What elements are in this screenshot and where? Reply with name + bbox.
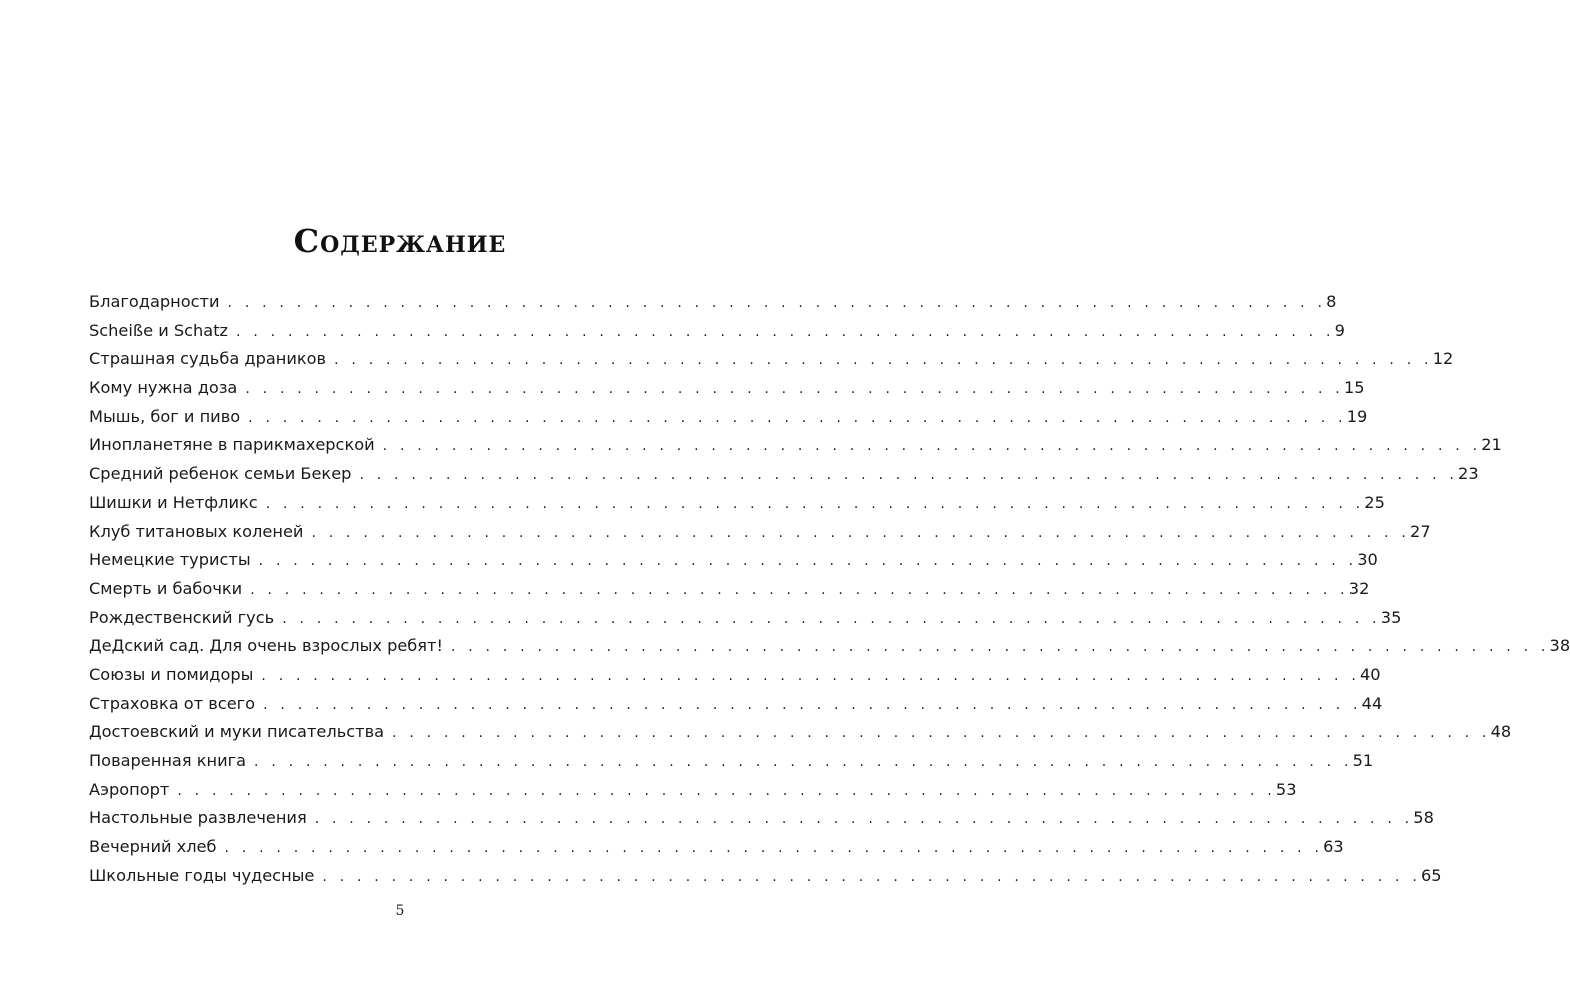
toc-leader-dots: . . . . . . . . . . . . . . . . . . . . . . . . . . . . . . . . . . . . . . . . . . . . . . . . . . . . . . . . . . . . . . . . <box>359 467 1459 484</box>
toc-entry <box>89 604 1402 633</box>
toc-entry-title: Мышь, бог и пиво <box>89 406 241 426</box>
toc-entry-title: Клуб титановых коленей <box>89 521 304 541</box>
toc-entry <box>89 661 1381 690</box>
toc-entry <box>89 288 1337 317</box>
toc-entry-title: Немецкие туристы <box>89 550 251 570</box>
toc-entry-title: ДеДский сад. Для очень взрослых ребят! <box>89 636 443 656</box>
toc-leader-dots: . . . . . . . . . . . . . . . . . . . . . . . . . . . . . . . . . . . . . . . . . . . . . . . . . . . . . . . . . . . . . . . . <box>311 524 1411 541</box>
toc-leader-dots: . . . . . . . . . . . . . . . . . . . . . . . . . . . . . . . . . . . . . . . . . . . . . . . . . . . . . . . . . . . . . . . . <box>254 754 1353 770</box>
toc-leader-dots: . . . . . . . . . . . . . . . . . . . . . . . . . . . . . . . . . . . . . . . . . . . . . . . . . . . . . . . . . . . . . . . . <box>322 868 1421 885</box>
toc-leader-dots: . . . . . . . . . . . . . . . . . . . . . . . . . . . . . . . . . . . . . . . . . . . . . . . . . . . . . . . . . . . . . . . . <box>250 581 1349 598</box>
toc-entry-page: 12 <box>1432 349 1454 369</box>
toc-entry-page: 51 <box>1352 751 1374 770</box>
toc-entry-title: Инопланетяне в парикмахерской <box>89 435 375 455</box>
toc-entry <box>89 862 1442 891</box>
toc-entry-page: 48 <box>1490 722 1512 742</box>
toc-entry-title: Вечерний хлеб <box>89 837 217 857</box>
toc-entry-page: 25 <box>1364 492 1385 512</box>
page-number: 5 <box>395 903 405 919</box>
toc-entry <box>89 546 1378 575</box>
toc-leader-dots: . . . . . . . . . . . . . . . . . . . . . . . . . . . . . . . . . . . . . . . . . . . . . . . . . . . . . . . . . . . . . . . . <box>392 725 1491 742</box>
toc-entry-page: 53 <box>1275 779 1297 799</box>
toc-entry <box>89 833 1344 862</box>
toc-entry-page: 32 <box>1348 578 1370 598</box>
toc-leader-dots: . . . . . . . . . . . . . . . . . . . . . . . . . . . . . . . . . . . . . . . . . . . . . . . . . . . . . . . . . . . . . . . . <box>450 639 1550 656</box>
toc-leader-dots: . . . . . . . . . . . . . . . . . . . . . . . . . . . . . . . . . . . . . . . . . . . . . . . . . . . . . . . . . . . . . . . . <box>265 495 1365 512</box>
toc-entry-page: 40 <box>1359 664 1381 684</box>
toc-entry-title: Рождественский гусь <box>89 607 275 627</box>
toc-entry-page: 35 <box>1380 607 1402 627</box>
toc-entry <box>89 403 1368 432</box>
toc-leader-dots: . . . . . . . . . . . . . . . . . . . . . . . . . . . . . . . . . . . . . . . . . . . . . . . . . . . . . . . . . . . . . . . . <box>224 840 1324 857</box>
toc-entry-title: Страшная судьба драников <box>89 349 327 369</box>
toc-entry-page: 19 <box>1346 406 1368 426</box>
toc-entry-page: 65 <box>1420 865 1442 885</box>
toc-entry-title: Страховка от всего <box>89 693 256 713</box>
toc-leader-dots: . . . . . . . . . . . . . . . . . . . . . . . . . . . . . . . . . . . . . . . . . . . . . . . . . . . . . . . . . . . . . . . . <box>227 295 1327 311</box>
toc-entry-title: Союзы и помидоры <box>89 664 254 684</box>
toc-entry <box>89 431 1502 460</box>
toc-entry <box>89 575 1370 604</box>
toc-entry-page: 9 <box>1334 320 1345 340</box>
toc-entry <box>89 460 1479 489</box>
toc-entry-title: Благодарности <box>89 292 220 311</box>
toc-list <box>89 288 1570 890</box>
toc-entry-title: Смерть и бабочки <box>89 578 243 598</box>
toc-leader-dots: . . . . . . . . . . . . . . . . . . . . . . . . . . . . . . . . . . . . . . . . . . . . . . . . . . . . . . . . . . . . . . . . <box>314 811 1414 828</box>
toc-leader-dots: . . . . . . . . . . . . . . . . . . . . . . . . . . . . . . . . . . . . . . . . . . . . . . . . . . . . . . . . . . . . . . . . <box>248 409 1347 426</box>
toc-leader-dots: . . . . . . . . . . . . . . . . . . . . . . . . . . . . . . . . . . . . . . . . . . . . . . . . . . . . . . . . . . . . . . . . <box>258 553 1358 570</box>
toc-leader-dots: . . . . . . . . . . . . . . . . . . . . . . . . . . . . . . . . . . . . . . . . . . . . . . . . . . . . . . . . . . . . . . . . <box>236 323 1335 340</box>
toc-entry <box>89 518 1431 547</box>
toc-entry-title: Настольные развлечения <box>89 808 307 828</box>
toc-heading: Содержание <box>293 222 507 260</box>
toc-entry-page: 21 <box>1481 435 1502 455</box>
toc-entry-title: Scheiße и Schatz <box>89 320 229 340</box>
toc-leader-dots: . . . . . . . . . . . . . . . . . . . . . . . . . . . . . . . . . . . . . . . . . . . . . . . . . . . . . . . . . . . . . . . . <box>261 667 1360 684</box>
toc-leader-dots: . . . . . . . . . . . . . . . . . . . . . . . . . . . . . . . . . . . . . . . . . . . . . . . . . . . . . . . . . . . . . . . . <box>245 381 1344 398</box>
toc-entry <box>89 489 1385 518</box>
toc-entry <box>89 632 1570 661</box>
toc-entry <box>89 690 1383 719</box>
toc-entry <box>89 747 1374 776</box>
toc-entry <box>89 776 1297 805</box>
toc-entry <box>89 804 1434 833</box>
toc-entry-page: 30 <box>1357 550 1378 570</box>
toc-entry-title: Достоевский и муки писательства <box>89 722 385 742</box>
toc-entry-page: 27 <box>1410 521 1431 541</box>
toc-entry-title: Школьные годы чудесные <box>89 865 315 885</box>
toc-entry <box>89 718 1512 747</box>
toc-entry-page: 15 <box>1343 378 1365 398</box>
toc-entry-page: 58 <box>1413 808 1434 828</box>
toc-leader-dots: . . . . . . . . . . . . . . . . . . . . . . . . . . . . . . . . . . . . . . . . . . . . . . . . . . . . . . . . . . . . . . . . <box>263 696 1362 713</box>
toc-entry-title: Средний ребенок семьи Бекер <box>89 464 352 484</box>
toc-entry <box>89 345 1454 374</box>
toc-entry-page: 44 <box>1361 693 1383 713</box>
toc-entry-title: Поваренная книга <box>89 751 247 770</box>
toc-leader-dots: . . . . . . . . . . . . . . . . . . . . . . . . . . . . . . . . . . . . . . . . . . . . . . . . . . . . . . . . . . . . . . . . <box>334 352 1433 369</box>
toc-entry-page: 23 <box>1458 464 1479 484</box>
toc-entry-title: Шишки и Нетфликс <box>89 492 258 512</box>
toc-entry <box>89 374 1365 403</box>
toc-entry-title: Кому нужна доза <box>89 378 238 398</box>
toc-entry <box>89 317 1345 346</box>
toc-entry-page: 38 <box>1549 636 1570 656</box>
toc-leader-dots: . . . . . . . . . . . . . . . . . . . . . . . . . . . . . . . . . . . . . . . . . . . . . . . . . . . . . . . . . . . . . . . . <box>177 782 1276 799</box>
toc-leader-dots: . . . . . . . . . . . . . . . . . . . . . . . . . . . . . . . . . . . . . . . . . . . . . . . . . . . . . . . . . . . . . . . . <box>382 438 1482 455</box>
toc-entry-title: Аэропорт <box>89 779 170 799</box>
toc-leader-dots: . . . . . . . . . . . . . . . . . . . . . . . . . . . . . . . . . . . . . . . . . . . . . . . . . . . . . . . . . . . . . . . . <box>282 610 1381 627</box>
toc-entry-page: 63 <box>1323 837 1344 857</box>
toc-entry-page: 8 <box>1326 292 1337 311</box>
